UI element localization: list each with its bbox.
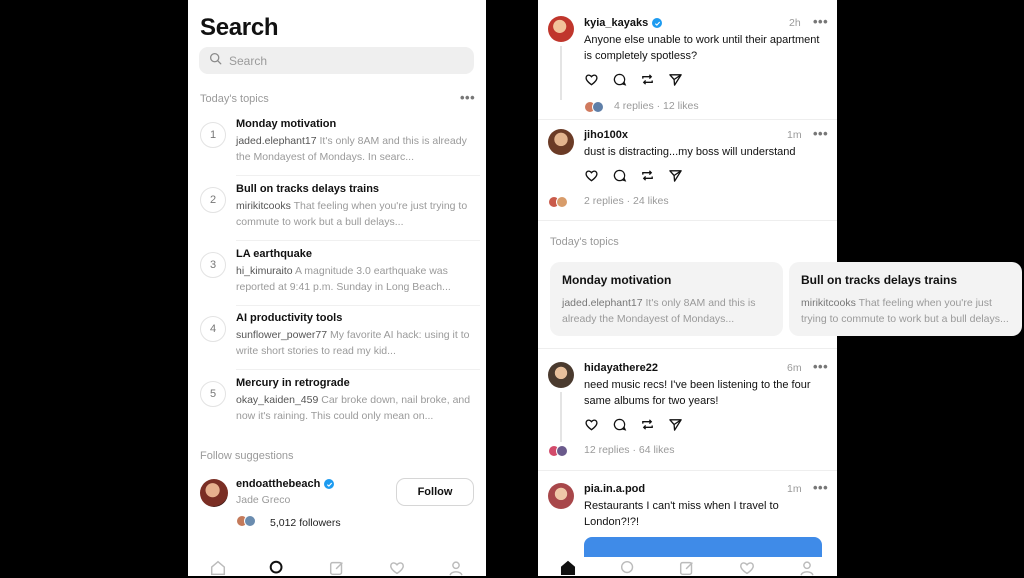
search-icon (209, 52, 222, 70)
thread-line (560, 46, 562, 100)
post-timestamp: 1m (787, 129, 802, 141)
topic-preview (236, 263, 476, 295)
comment-icon[interactable] (612, 417, 627, 437)
divider (236, 240, 480, 241)
topic-rank: 3 (200, 252, 226, 278)
topic-preview (236, 327, 476, 359)
post-handle[interactable] (584, 129, 628, 141)
topic-author: jaded.elephant17 (562, 297, 643, 309)
search-screen (188, 0, 486, 576)
post-timestamp: 2h (789, 17, 801, 29)
share-icon[interactable] (668, 168, 683, 188)
topics-carousel[interactable] (538, 262, 1009, 336)
topic-preview (801, 295, 1010, 327)
divider (236, 175, 480, 176)
topic-title: LA earthquake (236, 248, 313, 260)
topic-text: My favorite AI hack: using it to write short stories to read my kid... (236, 329, 470, 357)
suggestion-username: endoatthebeach (236, 478, 321, 490)
topic-author: sunflower_power77 (236, 329, 328, 341)
post-stats[interactable]: 2 replies · 24 likes (584, 195, 669, 207)
heart-icon[interactable] (584, 72, 599, 92)
reply-avatars (548, 445, 564, 457)
avatar[interactable] (548, 16, 574, 42)
profile-icon[interactable] (446, 558, 466, 578)
topic-title: AI productivity tools (236, 312, 343, 324)
suggestion-handle[interactable] (236, 478, 334, 490)
todays-topics-label: Today's topics (550, 236, 619, 248)
topic-item[interactable] (200, 248, 480, 310)
heart-icon[interactable] (387, 558, 407, 578)
avatar (592, 101, 604, 113)
topic-preview (236, 392, 476, 424)
repost-icon[interactable] (640, 72, 655, 92)
topic-text: It's only 8AM and this is already the Mondayest of Mondays... (562, 297, 756, 325)
divider (236, 369, 480, 370)
post-actions (584, 72, 683, 92)
search-icon[interactable] (618, 558, 638, 578)
topic-text: Car broke down, nail broke, and now it's raining. This could only mean on... (236, 394, 471, 422)
comment-icon[interactable] (612, 168, 627, 188)
profile-icon[interactable] (797, 558, 817, 578)
post-handle[interactable] (584, 17, 662, 29)
heart-icon[interactable] (584, 417, 599, 437)
topic-preview (562, 295, 771, 327)
topic-rank: 5 (200, 381, 226, 407)
post-text: Restaurants I can't miss when I travel to London?!?! (584, 500, 779, 528)
home-feed-screen (538, 0, 1009, 576)
home-icon[interactable] (208, 558, 228, 578)
verified-badge-icon (652, 18, 662, 28)
follow-suggestions-label: Follow suggestions (200, 450, 294, 462)
topic-title: Bull on tracks delays trains (236, 183, 380, 195)
topic-title: Monday motivation (562, 273, 672, 287)
search-icon[interactable] (267, 558, 287, 578)
compose-icon[interactable] (677, 558, 697, 578)
post-more-button[interactable]: ••• (813, 14, 829, 29)
follower-avatars (236, 515, 252, 527)
reply-avatars (584, 101, 600, 113)
topic-rank: 4 (200, 316, 226, 342)
post-username: jiho100x (584, 129, 629, 141)
topic-item[interactable] (200, 377, 480, 439)
bottom-nav (538, 550, 837, 576)
followers-count: 5,012 followers (270, 517, 341, 529)
follow-button[interactable]: Follow (396, 478, 474, 506)
topic-card[interactable] (789, 262, 1022, 336)
post-username: hidayathere22 (584, 362, 658, 374)
avatar[interactable] (548, 129, 574, 155)
post-username: pia.in.a.pod (584, 483, 646, 495)
reply-avatars (548, 196, 564, 208)
topic-author: okay_kaiden_459 (236, 394, 319, 406)
topic-item[interactable] (200, 118, 480, 180)
heart-icon[interactable] (737, 558, 757, 578)
post-text: Anyone else unable to work until their apartment is completely spotless? (584, 34, 820, 62)
avatar[interactable] (548, 483, 574, 509)
repost-icon[interactable] (640, 417, 655, 437)
topics-more-button[interactable]: ••• (460, 90, 476, 105)
post-actions (584, 417, 683, 437)
topic-item[interactable] (200, 312, 480, 374)
topic-text: A magnitude 3.0 earthquake was reported at 9:41 p.m. Sunday in Long Beach... (236, 265, 451, 293)
share-icon[interactable] (668, 72, 683, 92)
todays-topics-label: Today's topics (200, 93, 269, 105)
post-more-button[interactable]: ••• (813, 359, 829, 374)
post-actions (584, 168, 683, 188)
post-stats[interactable]: 4 replies · 12 likes (614, 100, 699, 112)
divider (538, 220, 837, 221)
thread-line (560, 392, 562, 442)
post-handle[interactable] (584, 483, 645, 495)
avatar (556, 196, 568, 208)
topic-author: hi_kimuraito (236, 265, 293, 277)
divider (538, 348, 837, 349)
suggestion-name: Jade Greco (236, 494, 291, 506)
topic-preview (236, 133, 476, 165)
comment-icon[interactable] (612, 72, 627, 92)
search-bar[interactable] (199, 47, 474, 74)
topic-text: It's only 8AM and this is already the Mondayest of Mondays. In searc... (236, 135, 467, 163)
divider (538, 470, 837, 471)
post-more-button[interactable]: ••• (813, 126, 829, 141)
avatar (556, 445, 568, 457)
topic-title: Bull on tracks delays trains (801, 273, 958, 287)
bottom-nav (188, 550, 486, 576)
topic-rank: 1 (200, 122, 226, 148)
verified-badge-icon (324, 479, 334, 489)
avatar[interactable] (548, 362, 574, 388)
post-more-button[interactable]: ••• (813, 480, 829, 495)
post-stats[interactable]: 12 replies · 64 likes (584, 444, 675, 456)
divider (538, 119, 837, 120)
avatar (244, 515, 256, 527)
topic-item[interactable] (200, 183, 480, 245)
topic-author: mirikitcooks (236, 200, 291, 212)
home-icon[interactable] (558, 558, 578, 578)
post-username: kyia_kayaks (584, 17, 649, 29)
topic-text: That feeling when you're just trying to commute to work but a bull delays... (236, 200, 468, 228)
post-timestamp: 1m (787, 483, 802, 495)
post-text: dust is distracting...my boss will understand (584, 146, 796, 158)
avatar[interactable] (200, 479, 228, 507)
topic-preview (236, 198, 476, 230)
repost-icon[interactable] (640, 168, 655, 188)
topic-title: Monday motivation (236, 118, 337, 130)
compose-icon[interactable] (327, 558, 347, 578)
post-text: need music recs! I've been listening to the four same albums for two years! (584, 379, 811, 407)
divider (236, 305, 480, 306)
topic-card[interactable] (550, 262, 783, 336)
topic-author: jaded.elephant17 (236, 135, 317, 147)
topic-author: mirikitcooks (801, 297, 856, 309)
search-input[interactable] (229, 54, 449, 68)
topic-rank: 2 (200, 187, 226, 213)
share-icon[interactable] (668, 417, 683, 437)
page-title: Search (200, 14, 279, 41)
heart-icon[interactable] (584, 168, 599, 188)
topic-title: Mercury in retrograde (236, 377, 350, 389)
post-handle[interactable] (584, 362, 658, 374)
post-timestamp: 6m (787, 362, 802, 374)
topic-text: That feeling when you're just trying to commute to work but a bull delays... (801, 297, 1009, 325)
